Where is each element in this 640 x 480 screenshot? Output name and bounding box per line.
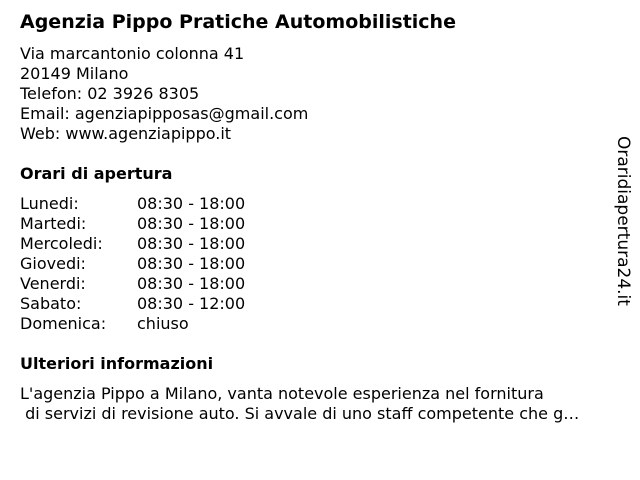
time-value: 08:30 - 18:00 xyxy=(137,194,246,213)
address-street: Via marcantonio colonna 41 xyxy=(20,44,245,63)
site-watermark: Oraridiapertura24.it xyxy=(613,136,633,306)
day-label: Giovedi: xyxy=(20,254,86,273)
day-label: Mercoledi: xyxy=(20,234,103,253)
description-line-1: L'agenzia Pippo a Milano, vanta notevole esperienza nel fornitura xyxy=(20,384,544,403)
day-label: Sabato: xyxy=(20,294,82,313)
time-value: 08:30 - 18:00 xyxy=(137,274,246,293)
info-heading: Ulteriori informazioni xyxy=(20,354,214,373)
website: Web: www.agenziapippo.it xyxy=(20,124,232,143)
day-label: Domenica: xyxy=(20,314,107,333)
agency-name: Agenzia Pippo Pratiche Automobilistiche xyxy=(20,11,456,33)
hours-heading: Orari di apertura xyxy=(20,164,173,183)
day-label: Martedi: xyxy=(20,214,87,233)
contact-block xyxy=(20,44,308,144)
email-address: Email: agenziapipposas@gmail.com xyxy=(20,104,309,123)
address-city: 20149 Milano xyxy=(20,64,129,83)
day-label: Venerdi: xyxy=(20,274,86,293)
phone-number: Telefon: 02 3926 8305 xyxy=(20,84,200,103)
day-label: Lunedi: xyxy=(20,194,79,213)
time-value: 08:30 - 18:00 xyxy=(137,254,246,273)
time-value: 08:30 - 12:00 xyxy=(137,294,246,313)
time-value: 08:30 - 18:00 xyxy=(137,214,246,233)
description-text xyxy=(20,384,632,424)
time-value: chiuso xyxy=(137,314,189,333)
description-line-2: di servizi di revisione auto. Si avvale di uno staff competente che g… xyxy=(20,404,580,423)
time-value: 08:30 - 18:00 xyxy=(137,234,246,253)
